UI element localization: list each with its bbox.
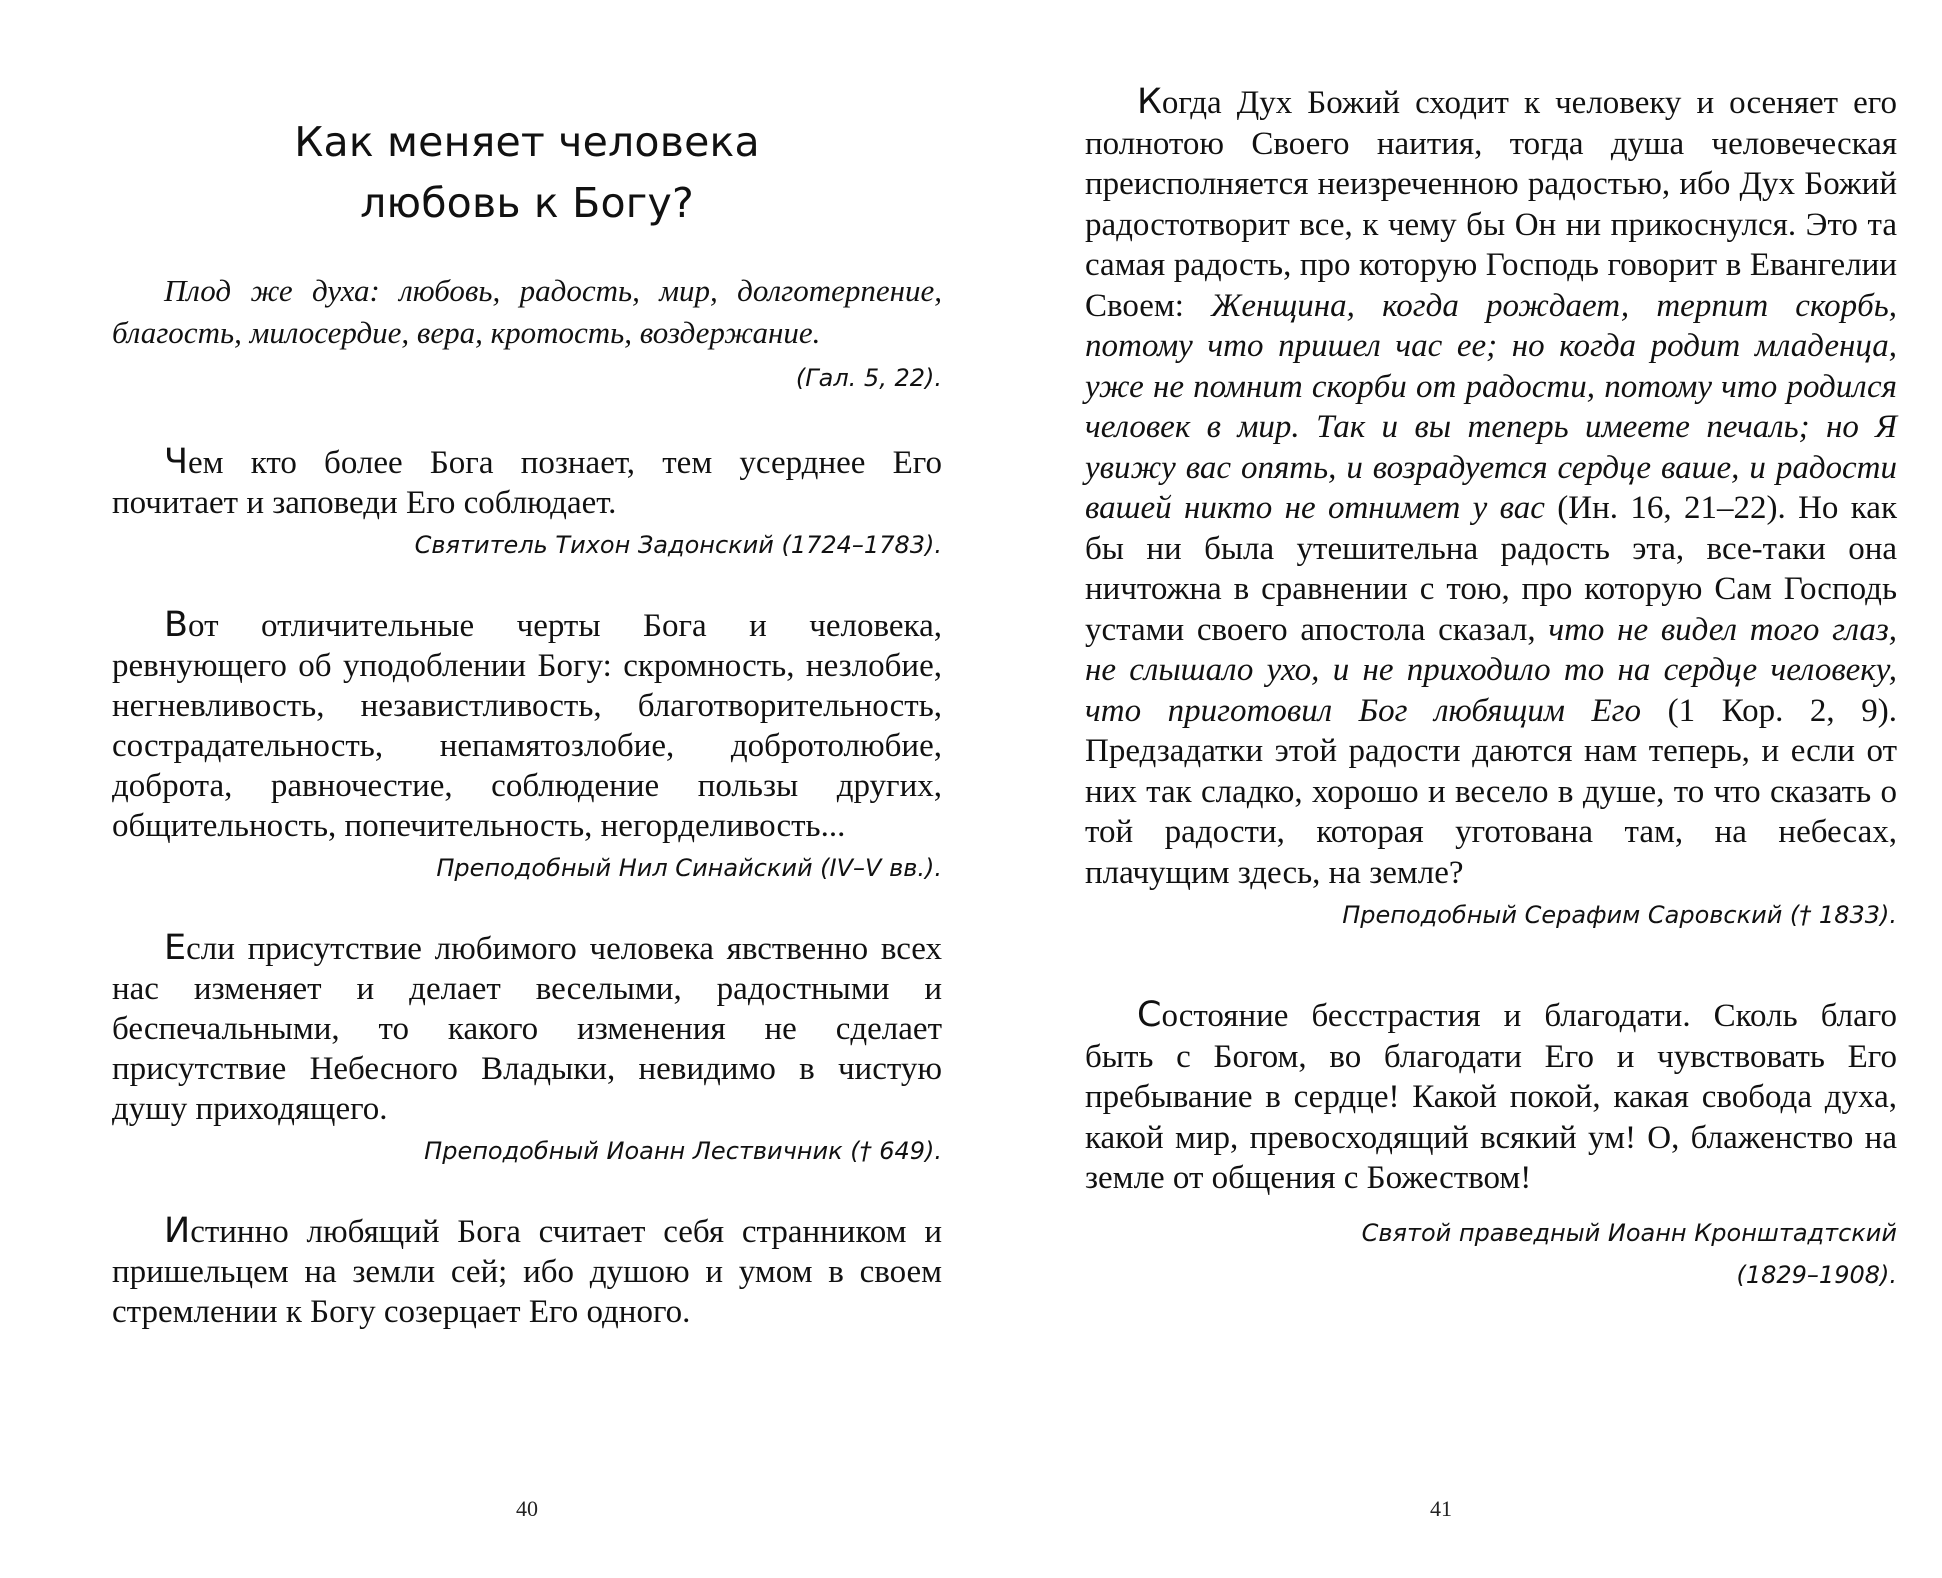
quote-tikhon: [112, 442, 942, 565]
quote-body: стинно любящий Бога считает себя странником и пришельцем на земли сей; ибо душою и умом в своем стремлении к Богу созерцает Его одного.: [112, 1214, 942, 1330]
quote-stranger: [112, 1211, 942, 1332]
epigraph-text: Плод же духа: любовь, радость, мир, долготерпение, благость, милосердие, вера, кротость, воздержание.: [112, 273, 942, 350]
quote-text: [112, 1211, 942, 1332]
quote-body-part2: (Ин. 16, 21–22). Но как бы ни была утешительна радость эта, все-таки она ничтожна в сравнении с тою, про которую Сам Господь устами своего апостола сказал,: [1085, 490, 1897, 648]
page-number-right: 41: [1430, 1496, 1452, 1521]
drop-cap: И: [164, 1211, 191, 1251]
drop-cap: К: [1137, 82, 1162, 122]
drop-cap: В: [164, 605, 189, 645]
quote-text: [112, 928, 942, 1129]
quote-body: ем кто более Бога познает, тем усерднее Его почитает и заповеди Его соблюдает.: [112, 445, 942, 521]
epigraph-reference: (Гал. 5, 22).: [795, 364, 942, 392]
quote-body-part3: (1 Кор. 2, 9). Предзадатки этой радости даются нам теперь, и если от них так сладко, хорошо и весело в душе, то что сказать о той радости, которая уготована там, на небесах, плачущим здесь, на земле?: [1085, 692, 1897, 891]
quote-author-line1: Святой праведный Иоанн Кронштадтский: [1361, 1218, 1897, 1247]
quote-body-part1: огда Дух Божий сходит к человеку и осеняет его полнотою Своего наития, тогда душа человеческая преисполняется неизреченною радостью, ибо Дух Божий радостотворит все, к чему бы Он ни прикоснулся. Это та самая радость, про которую Господь говорит в Евангелии Своем:: [1085, 85, 1897, 324]
quote-author: Преподобный Серафим Саровский († 1833).: [1342, 901, 1897, 929]
drop-cap: Е: [164, 928, 187, 968]
drop-cap: С: [1137, 995, 1162, 1035]
quote-author-line2: (1829–1908).: [1736, 1260, 1897, 1289]
chapter-title-line2: любовь к Богу?: [360, 179, 694, 227]
apostle-citation: что не видел того глаз, не слышало ухо, и не приходило то на сердце человеку, что приготовил Бог любящим Его: [1085, 611, 1897, 729]
gospel-citation: Женщина, когда рождает, терпит скорбь, потому что пришел час ее; но когда родит младенца, уже не помнит скорби от радости, потому что родился человек в мир. Так и вы теперь имеете печаль; но Я увижу вас опять, и возрадуется сердце ваше, и радости вашей никто не отнимет у вас: [1085, 287, 1898, 526]
quote-body: от отличительные черты Бога и человека, ревнующего об уподоблении Богу: скромность, незлобие, негневливость, независтливость, благотворительность, сострадательность, непамятозлобие, добротолюбие, доброта, равночестие, соблюдение пользы других, общительность, попечительность, негорделивость...: [112, 608, 942, 844]
quote-serafim: [1085, 82, 1897, 935]
quote-author: Преподобный Нил Синайский (IV–V вв.).: [436, 854, 942, 882]
quote-ioann-lestvichnik: [112, 928, 942, 1171]
quote-author: Святитель Тихон Задонский (1724–1783).: [414, 531, 942, 559]
quote-body: сли присутствие любимого человека явственно всех нас изменяет и делает веселыми, радостными и беспечальными, то какого изменения не сделает присутствие Небесного Владыки, невидимо в чистую душу приходящего.: [112, 931, 942, 1127]
chapter-title: [112, 112, 942, 234]
quote-body: остояние бесстрастия и благодати. Сколь благо быть с Богом, во благодати Его и чувствовать Его пребывание в сердце! Какой покой, какая свобода духа, какой мир, превосходящий всякий ум! О, блаженство на земле от общения с Божеством!: [1085, 998, 1897, 1196]
drop-cap: Ч: [164, 442, 188, 482]
quote-kronshtadtsky: [1085, 995, 1897, 1295]
quote-nil: [112, 605, 942, 888]
left-page: [112, 0, 942, 1578]
quote-text: [1085, 995, 1897, 1199]
quote-text: [1085, 82, 1897, 893]
quote-author: Преподобный Иоанн Лествичник († 649).: [424, 1137, 942, 1165]
quote-text: [112, 605, 942, 846]
page-number-left: 40: [516, 1496, 538, 1521]
chapter-title-line1: Как меняет человека: [294, 118, 760, 166]
quote-text: [112, 442, 942, 523]
right-page: [1085, 0, 1897, 1578]
